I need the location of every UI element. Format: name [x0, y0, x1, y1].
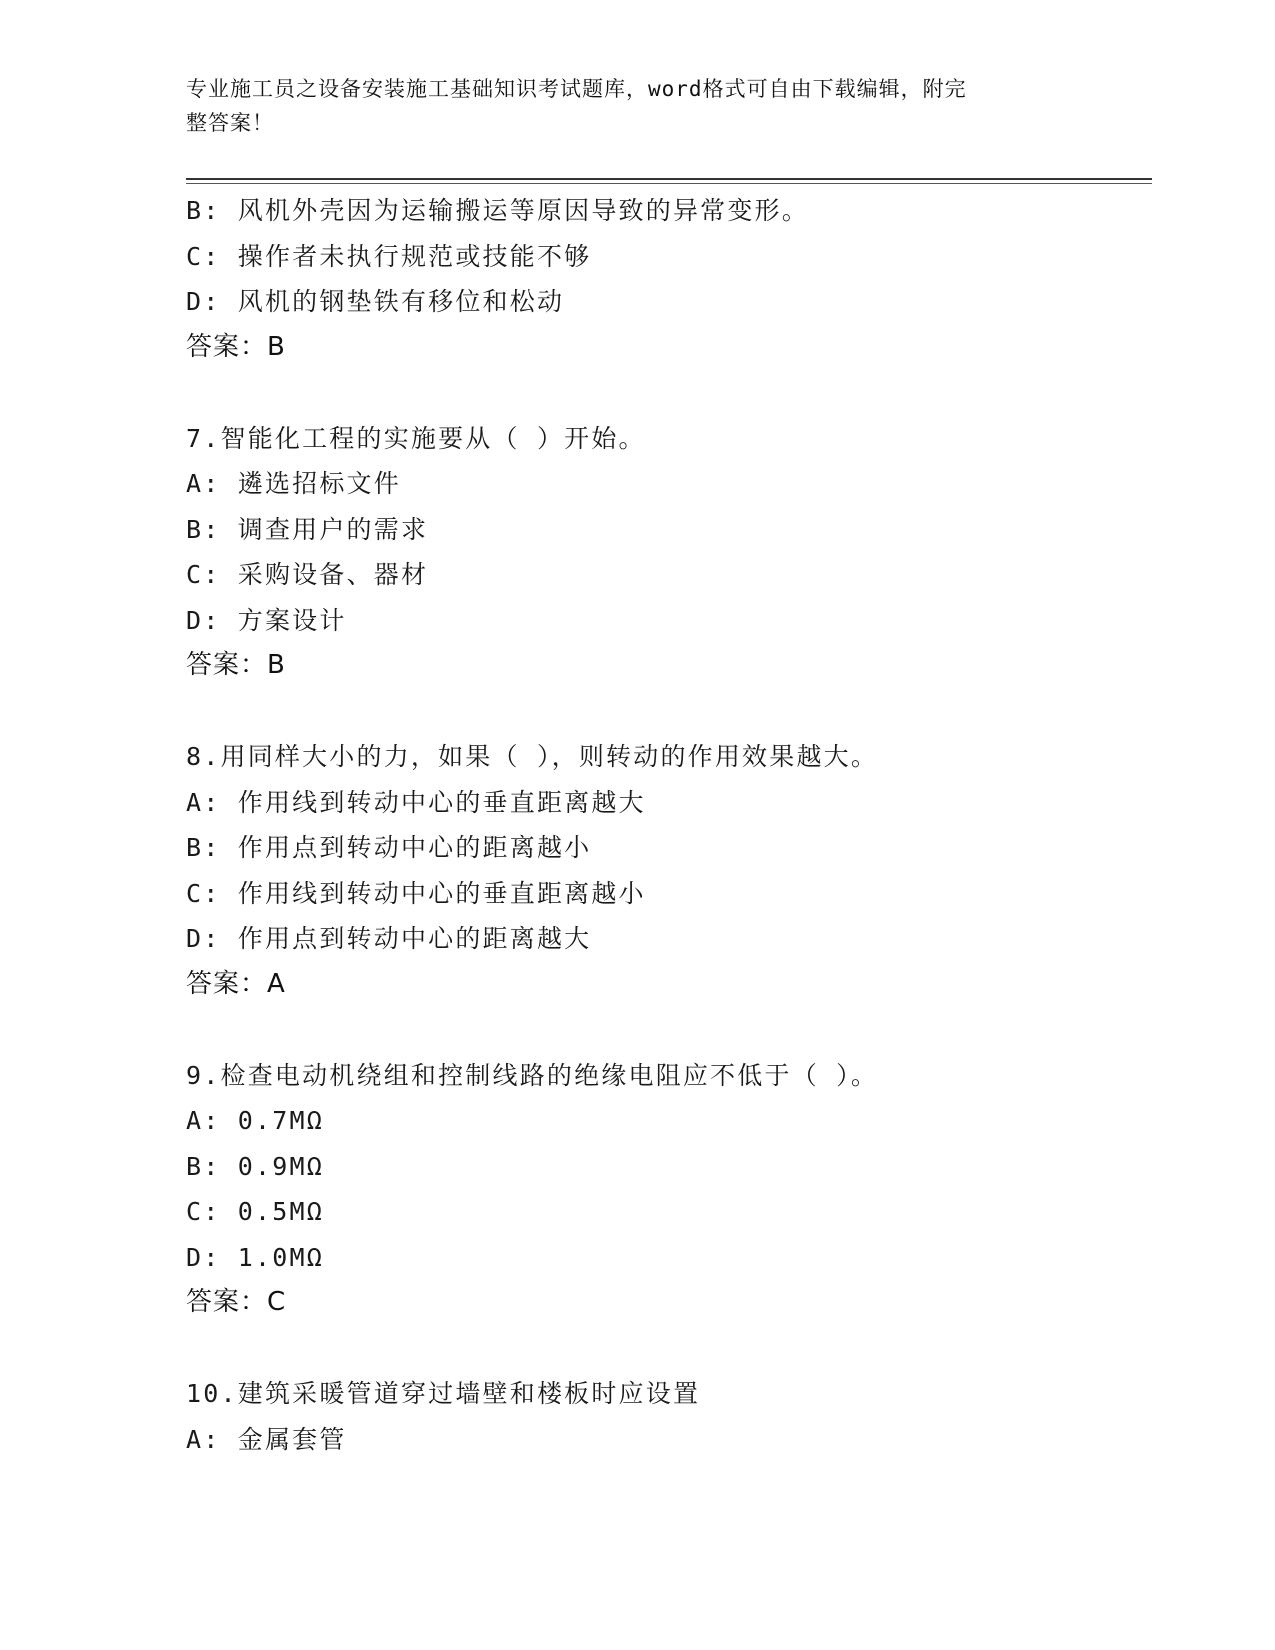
option-c: C: 操作者未执行规范或技能不够: [186, 241, 592, 271]
answer: 答案：A: [186, 968, 286, 999]
option-c: C: 0.5MΩ: [186, 1197, 325, 1226]
header-line-1: 专业施工员之设备安装施工基础知识考试题库，word格式可自由下载编辑，附完: [186, 77, 967, 101]
question-text: 8.用同样大小的力，如果（ ），则转动的作用效果越大。: [186, 742, 879, 771]
option-a: A: 作用线到转动中心的垂直距离越大: [186, 787, 646, 817]
question-text: 10.建筑采暖管道穿过墙壁和楼板时应设置: [186, 1379, 701, 1408]
option-d: D: 方案设计: [186, 605, 347, 635]
spacer: [186, 1326, 1146, 1372]
question-9: [186, 1053, 1146, 1326]
option-a: A: 金属套管: [186, 1424, 347, 1454]
spacer: [186, 370, 1146, 416]
option-d: D: 风机的钢垫铁有移位和松动: [186, 287, 565, 316]
header-divider-thin: [186, 183, 1152, 184]
option-c: C: 采购设备、器材: [186, 560, 429, 589]
answer: 答案：B: [186, 331, 286, 362]
question-8: [186, 734, 1146, 1007]
question-7: [186, 416, 1146, 689]
option-a: A: 遴选招标文件: [186, 469, 401, 498]
option-a: A: 0.7MΩ: [186, 1106, 325, 1135]
option-b: B: 0.9MΩ: [186, 1151, 325, 1181]
question-10: [186, 1371, 1146, 1462]
question-text: 7.智能化工程的实施要从（ ）开始。: [186, 423, 646, 453]
option-c: C: 作用线到转动中心的垂直距离越小: [186, 878, 646, 908]
option-d: D: 1.0MΩ: [186, 1242, 325, 1272]
option-b: B: 调查用户的需求: [186, 514, 429, 544]
question-text: 9.检查电动机绕组和控制线路的绝缘电阻应不低于（ ）。: [186, 1060, 879, 1090]
spacer: [186, 1007, 1146, 1053]
document-header: [186, 72, 1066, 140]
header-divider-thick: [186, 178, 1152, 180]
option-b: B: 作用点到转动中心的距离越小: [186, 833, 592, 862]
question-list: [186, 188, 1146, 1462]
option-d: D: 作用点到转动中心的距离越大: [186, 924, 592, 953]
option-b: B: 风机外壳因为运输搬运等原因导致的异常变形。: [186, 196, 809, 225]
header-line-2: 整答案！: [186, 111, 274, 135]
answer: 答案：B: [186, 650, 286, 680]
spacer: [186, 689, 1146, 735]
question-6: [186, 188, 1146, 370]
answer: 答案：C: [186, 1287, 287, 1317]
